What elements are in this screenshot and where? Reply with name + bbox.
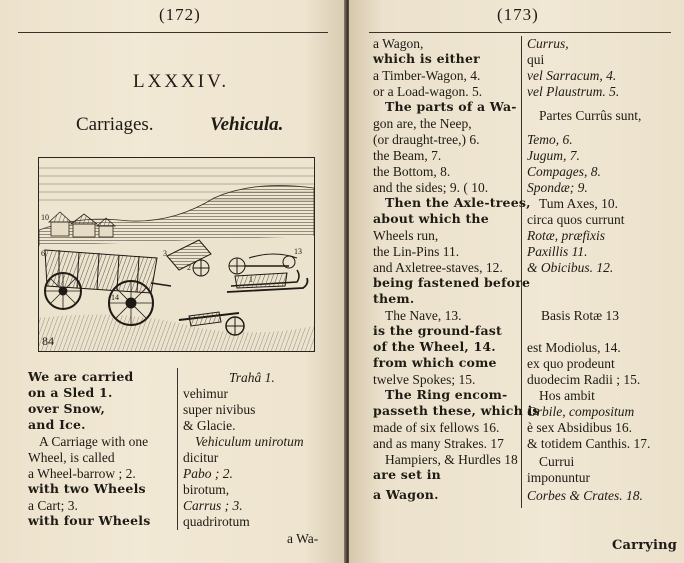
catchword-left: a Wa- — [287, 531, 319, 546]
english-line: Hampiers, & Hurdles 18 — [385, 452, 518, 467]
column-divider-right — [521, 36, 522, 508]
latin-line: Paxillis 11. — [527, 244, 588, 259]
english-line: of the Wheel, 14. — [373, 339, 496, 354]
latin-line: Carrus ; 3. — [183, 498, 243, 513]
english-line: which is either — [373, 51, 480, 66]
english-line: Wheel, is called — [28, 450, 115, 465]
latin-line: è sex Absidibus 16. — [527, 420, 633, 435]
latin-line: & Obicibus. 12. — [527, 260, 614, 275]
latin-line: Basis Rotæ 13 — [541, 308, 620, 323]
english-line: the Beam, 7. — [373, 148, 442, 163]
english-line: the Lin-Pins 11. — [373, 244, 460, 259]
english-line: a Wagon. — [373, 487, 439, 502]
latin-line: imponuntur — [527, 470, 590, 485]
english-line: twelve Spokes; 15. — [373, 372, 476, 387]
latin-line: circa quos currunt — [527, 212, 625, 227]
right-page — [349, 0, 684, 563]
english-line: a Wheel-barrow ; 2. — [28, 466, 136, 481]
page-number-right: (173) — [497, 5, 539, 24]
heading-latin: Vehicula. — [210, 114, 284, 135]
english-line: and as many Strakes. 17 — [373, 436, 504, 451]
english-line: the Bottom, 8. — [373, 164, 451, 179]
svg-text:1: 1 — [249, 275, 253, 284]
latin-line: Partes Currûs sunt, — [539, 108, 642, 123]
english-line: a Cart; 3. — [28, 498, 78, 513]
latin-line: ex quo prodeunt — [527, 356, 615, 371]
latin-line: Rotæ, præfixis — [527, 228, 606, 243]
english-line: being fastened before — [373, 275, 531, 290]
plate-number: 84 — [42, 334, 54, 348]
english-line: and the sides; 9. ( 10. — [373, 180, 489, 195]
english-line: them. — [373, 291, 415, 306]
svg-text:10: 10 — [41, 213, 49, 222]
english-line: The parts of a Wa- — [385, 99, 517, 114]
engraving-carriages-illustration — [38, 157, 315, 352]
english-line: passeth these, which is — [373, 403, 540, 418]
english-line: (or draught-tree,) 6. — [373, 132, 480, 147]
english-line: with four Wheels — [28, 513, 151, 528]
english-line: The Ring encom- — [385, 387, 508, 402]
english-line: about which the — [373, 211, 489, 226]
english-line: or a Load-wagon. 5. — [373, 84, 483, 99]
english-line: on a Sled 1. — [28, 385, 113, 400]
english-line: a Timber-Wagon, 4. — [373, 68, 481, 83]
latin-line: Currus, — [527, 36, 569, 51]
english-line: A Carriage with one — [39, 434, 149, 449]
latin-line: Currui — [539, 454, 575, 469]
page-number-left: (172) — [159, 5, 201, 24]
latin-line: Hos ambit — [539, 388, 595, 403]
latin-line: Trahâ 1. — [229, 370, 275, 385]
catchword-right: Carrying — [612, 538, 678, 553]
latin-line: & totidem Canthis. 17. — [527, 436, 651, 451]
header-rule-left — [18, 32, 328, 33]
latin-line: Corbes & Crates. 18. — [527, 488, 643, 503]
latin-line: Jugum, 7. — [527, 148, 580, 163]
english-line: We are carried — [28, 369, 134, 384]
header-rule-right — [369, 32, 671, 33]
latin-line: super nivibus — [183, 402, 256, 417]
svg-text:14: 14 — [111, 293, 119, 302]
english-line: is the ground-fast — [373, 323, 502, 338]
chapter-number: LXXXIV. — [133, 71, 230, 92]
latin-line: & Glacie. — [183, 418, 236, 433]
latin-line: Tum Axes, 10. — [539, 196, 619, 211]
svg-text:2: 2 — [187, 263, 191, 272]
english-line: and Axletree-staves, 12. — [373, 260, 503, 275]
english-line: over Snow, — [28, 401, 106, 416]
latin-line: Temo, 6. — [527, 132, 573, 147]
english-line: and Ice. — [28, 417, 86, 432]
column-divider-left — [177, 368, 178, 530]
latin-line: duodecim Radii ; 15. — [527, 372, 641, 387]
latin-line: vehimur — [183, 386, 228, 401]
latin-line: vel Plaustrum. 5. — [527, 84, 620, 99]
english-line: a Wagon, — [373, 36, 424, 51]
svg-text:6: 6 — [41, 249, 45, 258]
latin-line: Orbile, compositum — [527, 404, 635, 419]
svg-text:3: 3 — [163, 249, 167, 258]
english-line: Then the Axle-trees, — [385, 195, 531, 210]
latin-line: qui — [527, 52, 545, 67]
english-line: Wheels run, — [373, 228, 439, 243]
latin-line: vel Sarracum, 4. — [527, 68, 617, 83]
latin-line: Spondæ; 9. — [527, 180, 588, 195]
english-line: The Nave, 13. — [385, 308, 462, 323]
english-line: gon are, the Neep, — [373, 116, 472, 131]
english-line: with two Wheels — [28, 481, 146, 496]
heading-english: Carriages. — [76, 114, 154, 135]
english-line: from which come — [373, 355, 497, 370]
latin-line: quadrirotum — [183, 514, 250, 529]
latin-line: dicitur — [183, 450, 219, 465]
latin-line: Pabo ; 2. — [183, 466, 233, 481]
svg-text:13: 13 — [294, 247, 302, 256]
english-line: are set in — [373, 467, 441, 482]
english-line: made of six fellows 16. — [373, 420, 500, 435]
latin-line: est Modiolus, 14. — [527, 340, 621, 355]
latin-line: Vehiculum unirotum — [195, 434, 304, 449]
latin-line: birotum, — [183, 482, 230, 497]
latin-line: Compages, 8. — [527, 164, 601, 179]
